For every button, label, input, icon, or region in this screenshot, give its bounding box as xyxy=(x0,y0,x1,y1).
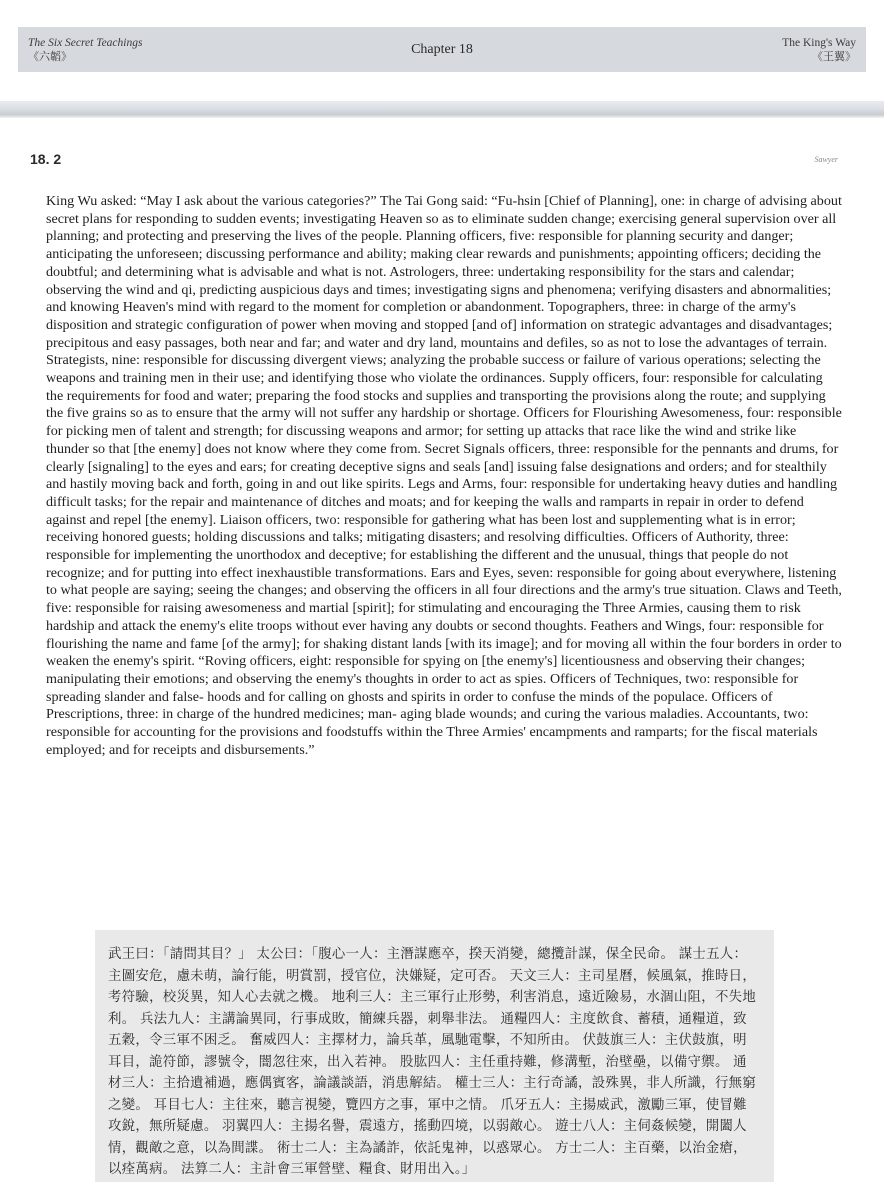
translator-name: Sawyer xyxy=(814,155,838,164)
book-title-chinese: 《六韜》 xyxy=(28,50,72,63)
header-divider xyxy=(0,101,884,118)
chapter-title-chinese: 《王翼》 xyxy=(812,50,856,63)
book-title: The Six Secret Teachings xyxy=(28,36,143,49)
header-book-info xyxy=(28,36,288,64)
chinese-original-box xyxy=(95,930,774,1182)
chapter-title: The King's Way xyxy=(782,36,856,49)
header-chapter-info xyxy=(596,36,856,64)
page-header xyxy=(18,27,866,72)
english-translation: King Wu asked: “May I ask about the various categories?” The Tai Gong said: “Fu-hsin [Chief of Planning], one: in charge of advising about secret plans for responding to sudden events; investigating Heaven so as to eliminate sudden change; exercising general supervision over all planning; and protecting and preserving the lives of the people. Planning officers, five: responsible for planning security and danger; anticipating the unforeseen; discussing performance and ability; making clear rewards and punishments; appointing officers; deciding the doubtful; and determining what is advisable and what is not. Astrologers, three: undertaking responsibility for the stars and calendar; observing the wind and qi, predicting auspicious days and times; investigating signs and phenomena; verifying disasters and abnormalities; and knowing Heaven's mind with regard to the moment for completion or abandonment. Topographers, three: in charge of the army's disposition and strategic configuration of power when moving and stopped [and of] information on strategic advantages and disadvantages; precipitous and easy passages, both near and far; and water and dry land, mountains and defiles, so as not to lose the advantages of terrain. Strategists, nine: responsible for discussing divergent views; analyzing the probable success or failure of various operations; selecting the weapons and training men in their use; and identifying those who violate the ordinances. Supply officers, four: responsible for calculating the requirements for food and water; preparing the food stocks and supplies and transporting the provisions along the route; and supplying the five grains so as to ensure that the army will not suffer any hardship or shortage. Officers for Flourishing Awesomeness, four: responsible for picking men of talent and strength; for discussing weapons and armor; for setting up attacks that race like the wind and strike like thunder so that [the enemy] does not know where they come from. Secret Signals officers, three: responsible for the pennants and drums, for clearly [signaling] to the eyes and ears; for creating deceptive signs and seals [and] issuing false designations and orders; and for stealthily and hastily moving back and forth, going in and out like spirits. Legs and Arms, four: responsible for undertaking heavy duties and handling difficult tasks; for the repair and maintenance of ditches and moats; and for keeping the walls and ramparts in repair in order to defend against and repel [the enemy]. Liaison officers, two: responsible for gathering what has been lost and supplementing what is in error; receiving honored guests; holding discussions and talks; mitigating disasters; and resolving difficulties. Officers of Authority, three: responsible for implementing the unorthodox and deceptive; for establishing the different and the unusual, things that people do not recognize; and for putting into effect inexhaustible transformations. Ears and Eyes, seven: responsible for going about everywhere, listening to what people are saying; seeing the changes; and observing the officers in all four directions and the army's true situation. Claws and Teeth, five: responsible for raising awesomeness and martial [spirit]; for stimulating and encouraging the Three Armies, causing them to risk hardship and attack the enemy's elite troops without ever having any doubts or second thoughts. Feathers and Wings, four: responsible for flourishing the name and fame [of the army]; for shaking distant lands [with its image]; and for moving all within the four borders in order to weaken the enemy's spirit. “Roving officers, eight: responsible for spying on [the enemy's] licentiousness and observing their changes; manipulating their emotions; and observing the enemy's thoughts in order to act as spies. Officers of Techniques, two: responsible for spreading slander and false- hoods and for calling on ghosts and spirits in order to confuse the minds of the populace. Officers of Prescriptions, three: in charge of the hundred medicines; man- aging blade wounds; and curing the various maladies. Accountants, two: responsible for accounting for the provisions and foodstuffs within the Three Armies' encampments and ramparts; for the fiscal materials employed; and for receipts and disbursements.” xyxy=(46,193,842,758)
chinese-original-text: 武王曰：「請問其目？」 太公曰：「腹心一人：主潛謀應卒，揆天消變，總攬計謀，保全民命。 謀士五人：主圖安危，慮未萌，論行能，明賞罰，授官位，決嫌疑，定可否。 天文三人：主司星曆，候風氣，推時日，考符驗，校災異，知人心去就之機。 地利三人：主三軍行止形勢，利害消息，遠近險易，水涸山阻，不失地利。 兵法九人：主講論異同，行事成敗，簡練兵器，刺舉非法。 通糧四人：主度飲食、蓄積，通糧道，致五穀，令三軍不困乏。 奮威四人：主擇材力，論兵革，風馳電擊，不知所由。 伏鼓旗三人：主伏鼓旗，明耳目，詭符節，謬號令，闇忽往來，出入若神。 股肱四人：主任重持難，修溝塹，治壁壘，以備守禦。 通材三人：主拾遺補過，應偶賓客，論議談語，消患解結。 權士三人：主行奇譎，設殊異，非人所識，行無窮之變。 耳目七人：主往來，聽言視變，覽四方之事，軍中之情。 爪牙五人：主揚威武，激勵三軍，使冒難攻銳，無所疑慮。 羽翼四人：主揚名譽，震遠方，搖動四境，以弱敵心。 遊士八人：主伺姦候變，開闔人情，觀敵之意，以為間諜。 術士二人：主為譎詐，依託鬼神，以惑眾心。 方士二人：主百藥，以治金瘡，以痊萬病。 法算二人：主計會三軍營壁、糧食、財用出入。」 xyxy=(108,947,757,1177)
section-number: 18. 2 xyxy=(30,151,62,167)
chapter-label: Chapter 18 xyxy=(411,41,473,57)
